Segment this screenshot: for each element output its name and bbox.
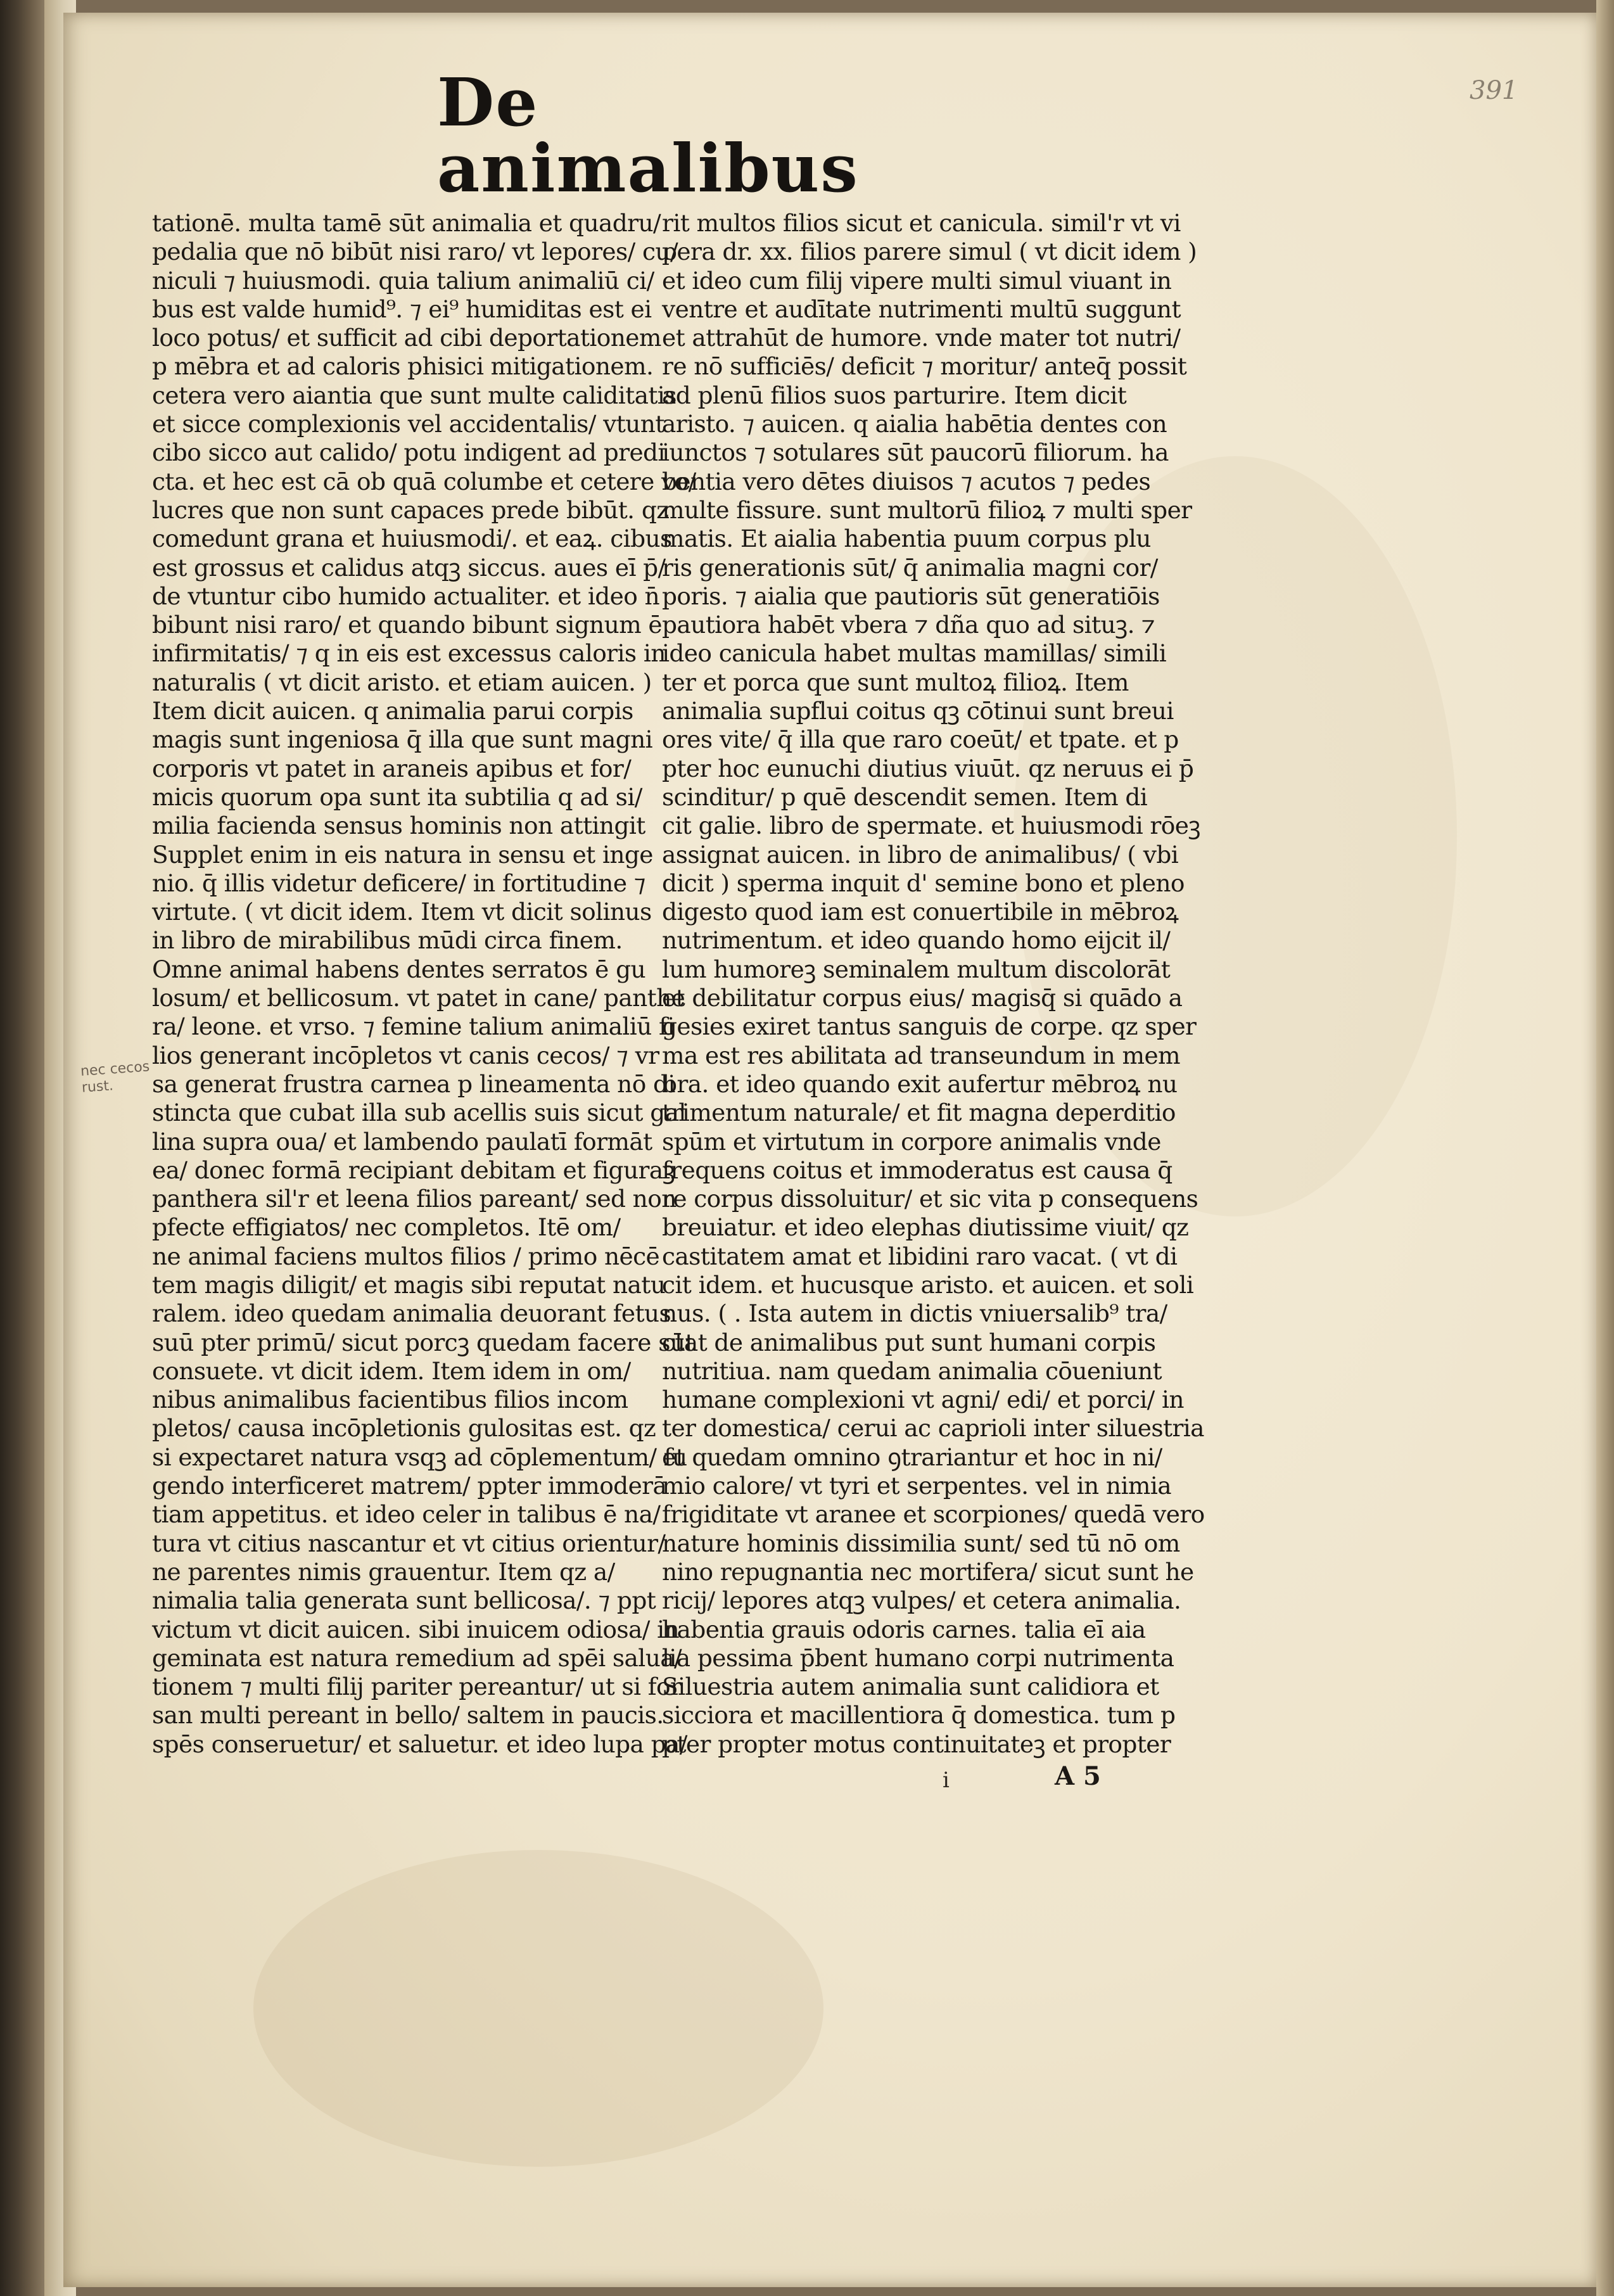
text-line: nature hominis dissimilia sunt/ sed tū nō om — [662, 1529, 1180, 1557]
text-line: nutrimentum. et ideo quando homo eijcit il/ — [662, 926, 1171, 955]
text-line: cibo sicco aut calido/ potu indigent ad predi — [152, 438, 665, 467]
text-line: cit idem. et hucusque aristo. et auicen. et soli — [662, 1270, 1194, 1299]
text-line: nio. q̄ illis videtur deficere/ in fortitudine ⁊ — [152, 869, 645, 897]
text-line: poris. ⁊ aialia que pautioris sūt generatiōis — [662, 582, 1160, 610]
text-line: est grossus et calidus atqꝫ siccus. aues eī p̄/ — [152, 553, 666, 582]
text-line: gendo interficeret matrem/ ppter immoderā — [152, 1472, 667, 1500]
text-line: geminata est natura remedium ad spēi salua/ — [152, 1643, 682, 1672]
text-line: matis. Et aialia habentia puum corpus plu — [662, 525, 1151, 553]
text-line: lina supra oua/ et lambendo paulatī formāt — [152, 1127, 652, 1156]
text-line: tiam appetitus. et ideo celer in talibus ē na/ — [152, 1500, 661, 1529]
running-head: De animalibus — [437, 63, 859, 207]
text-line: tationē. multa tamē sūt animalia et quadru/ — [152, 209, 661, 237]
text-line: in libro de mirabilibus mūdi circa finem. — [152, 926, 623, 955]
text-line: niculi ⁊ huiusmodi. quia talium animaliū ci/ — [152, 266, 654, 295]
marginal-annotation-line: nec cecos — [80, 1059, 151, 1080]
text-line: Omne animal habens dentes serratos ē gu — [152, 955, 646, 983]
text-line: consuete. vt dicit idem. Item idem in om/ — [152, 1356, 631, 1385]
text-line: spūm et virtutum in corpore animalis vnde — [662, 1127, 1161, 1156]
text-line: ricij/ lepores atqꝫ vulpes/ et cetera animalia. — [662, 1586, 1181, 1615]
text-line: ma est res abilitata ad transeundum in mem — [662, 1041, 1181, 1069]
text-line: ad plenū filios suos parturire. Item dicit — [662, 381, 1127, 409]
text-line: p mēbra et ad caloris phisici mitigationem. — [152, 352, 654, 381]
text-line: lum humoreꝫ seminalem multum discolorāt — [662, 955, 1171, 983]
text-line: dicit ) sperma inquit d' semine bono et pleno — [662, 869, 1185, 897]
text-line: lia pessima p̄bent humano corpi nutrimenta — [662, 1643, 1174, 1672]
text-line: losum/ et bellicosum. vt patet in cane/ panthe — [152, 984, 685, 1012]
text-line: et attrahūt de humore. vnde mater tot nutri/ — [662, 324, 1181, 352]
text-line: cit galie. libro de spermate. et huiusmodi rōeꝫ — [662, 812, 1200, 840]
text-line: loco potus/ et sufficit ad cibi deportationem — [152, 324, 661, 352]
text-line: nimalia talia generata sunt bellicosa/. ⁊ ppt — [152, 1586, 656, 1615]
text-line: bentia vero dētes diuisos ⁊ acutos ⁊ pedes — [662, 467, 1151, 495]
text-line: multe fissure. sunt multorū filioꝝ ⁊ multi sper — [662, 495, 1192, 524]
text-line: sa generat frustra carnea p lineamenta nō di — [152, 1069, 675, 1098]
text-line: ideo canicula habet multas mamillas/ simili — [662, 639, 1167, 668]
text-line: spēs conseruetur/ et saluetur. et ideo lupa pa/ — [152, 1730, 687, 1758]
text-line: pedalia que nō bibūt nisi raro/ vt lepores/ cu/ — [152, 238, 678, 266]
text-line: ra/ leone. et vrso. ⁊ femine talium animaliū fi — [152, 1012, 675, 1041]
text-line: nino repugnantia nec mortifera/ sicut sunt he — [662, 1557, 1194, 1586]
text-line: ralem. ideo quedam animalia deuorant fetus — [152, 1299, 671, 1328]
text-line: pfecte effigiatos/ nec completos. Itē om/ — [152, 1213, 621, 1242]
text-line: ne parentes nimis grauentur. Item qz a/ — [152, 1557, 615, 1586]
text-line: trimentum naturale/ et fit magna deperditio — [662, 1099, 1176, 1127]
text-line: Siluestria autem animalia sunt calidiora et — [662, 1673, 1159, 1701]
text-line: breuiatur. et ideo elephas diutissime viuit/ qz — [662, 1213, 1189, 1242]
text-line: lucres que non sunt capaces prede bibūt. qz — [152, 495, 669, 524]
text-line: tionem ⁊ multi filij pariter pereantur/ ut si for — [152, 1673, 682, 1701]
catch-tick: i — [943, 1768, 950, 1793]
book-binding-gutter — [0, 0, 44, 2296]
text-line: re nō sufficiēs/ deficit ⁊ moritur/ anteq̄ possit — [662, 352, 1187, 381]
folio-number: 391 — [1470, 76, 1518, 105]
text-line: gesies exiret tantus sanguis de corpe. qz sper — [662, 1012, 1197, 1041]
text-line: iunctos ⁊ sotulares sūt paucorū filiorum. ha — [662, 438, 1169, 467]
marginal-annotation-line: rust. — [81, 1078, 114, 1096]
text-line: ne animal faciens multos filios / primo nēcē — [152, 1242, 660, 1270]
text-line: frigiditate vt aranee et scorpiones/ quedā vero — [662, 1500, 1205, 1529]
text-line: bra. et ideo quando exit aufertur mēbroꝝ nu — [662, 1069, 1178, 1098]
text-line: ctat de animalibus put sunt humani corpis — [662, 1328, 1156, 1356]
text-line: ventre et audītate nutrimenti multū suggunt — [662, 295, 1181, 323]
text-line: victum vt dicit auicen. sibi inuicem odiosa/ in — [152, 1615, 680, 1643]
text-line: naturalis ( vt dicit aristo. et etiam auicen. ) — [152, 668, 652, 696]
text-line: scinditur/ p quē descendit semen. Item di — [662, 782, 1148, 811]
text-line: magis sunt ingeniosa q̄ illa que sunt magni — [152, 725, 653, 754]
text-line: ter et porca que sunt multoꝝ filioꝝ. Item — [662, 668, 1129, 696]
text-line: et sicce complexionis vel accidentalis/ vtunt — [152, 410, 664, 438]
text-line: ea/ donec formā recipiant debitam et figuraꝫ — [152, 1156, 675, 1184]
text-line: et ideo cum filij vipere multi simul viuant in — [662, 266, 1172, 295]
text-line: aristo. ⁊ auicen. q aialia habētia dentes con — [662, 410, 1167, 438]
text-line: comedunt grana et huiusmodi/. et eaꝝ. cibus — [152, 525, 672, 553]
text-line: micis quorum opa sunt ita subtilia q ad si/ — [152, 782, 642, 811]
text-line: virtute. ( vt dicit idem. Item vt dicit solinus — [152, 898, 652, 926]
text-line: milia facienda sensus hominis non attingit — [152, 812, 645, 840]
text-line: sicciora et macillentiora q̄ domestica. tum p — [662, 1701, 1176, 1730]
paper-stain — [253, 1850, 823, 2167]
text-line: infirmitatis/ ⁊ q in eis est excessus caloris in — [152, 639, 666, 668]
page-right-edge — [1596, 0, 1614, 2296]
text-line: Item dicit auicen. q animalia parui corpis — [152, 697, 633, 725]
marginal-annotation — [80, 1059, 151, 1097]
text-line: assignat auicen. in libro de animalibus/ ( vbi — [662, 840, 1179, 869]
text-line: tura vt citius nascantur et vt citius orientur/ — [152, 1529, 666, 1557]
text-line: cetera vero aiantia que sunt multe caliditatis — [152, 381, 677, 409]
text-line: de vtuntur cibo humido actualiter. et ideo n̄ — [152, 582, 660, 610]
text-line: et quedam omnino ꝯtrariantur et hoc in ni/ — [662, 1443, 1162, 1471]
text-line: pter propter motus continuitateꝫ et propter — [662, 1730, 1171, 1758]
text-line: humane complexioni vt agni/ edi/ et porci/ in — [662, 1386, 1184, 1414]
text-line: mio calore/ vt tyri et serpentes. vel in nimia — [662, 1472, 1171, 1500]
text-line: ter domestica/ cerui ac caprioli inter siluestria — [662, 1414, 1204, 1443]
text-line: tem magis diligit/ et magis sibi reputat natu — [152, 1270, 666, 1299]
text-line: suū pter primū/ sicut porcꝫ quedam facere sūt — [152, 1328, 694, 1356]
text-line: pter hoc eunuchi diutius viuūt. qz neruus ei p̄ — [662, 754, 1194, 782]
text-line: frequens coitus et immoderatus est causa q̄ — [662, 1156, 1172, 1184]
text-line: pletos/ causa incōpletionis gulositas est. qz — [152, 1414, 656, 1443]
text-line: ris generationis sūt/ q̄ animalia magni cor/ — [662, 553, 1158, 582]
text-line: pautiora habēt vbera ⁊ dña quo ad situꝫ. ⁊ — [662, 611, 1155, 639]
text-line: bibunt nisi raro/ et quando bibunt signum ē — [152, 611, 663, 639]
text-line: castitatem amat et libidini raro vacat. ( vt di — [662, 1242, 1178, 1270]
text-line: lios generant incōpletos vt canis cecos/ ⁊ vr — [152, 1041, 659, 1069]
text-line: nus. ( . Ista autem in dictis vniuersalib⁹ tra/ — [662, 1299, 1167, 1328]
text-line: nutritiua. nam quedam animalia cōueniunt — [662, 1356, 1162, 1385]
text-line: animalia supflui coitus qꝫ cōtinui sunt breui — [662, 697, 1174, 725]
text-column-right — [662, 209, 1205, 1759]
text-line: et debilitatur corpus eius/ magisq̄ si quādo a — [662, 984, 1183, 1012]
text-line: digesto quod iam est conuertibile in mēbroꝝ — [662, 898, 1179, 926]
text-line: corporis vt patet in araneis apibus et for/ — [152, 754, 632, 782]
text-line: pera dr. xx. filios parere simul ( vt dicit idem ) — [662, 238, 1197, 266]
text-column-left — [152, 209, 696, 1759]
text-line: re corpus dissoluitur/ et sic vita p consequens — [662, 1185, 1198, 1213]
signature-mark: A 5 — [1055, 1761, 1101, 1791]
text-line: nibus animalibus facientibus filios incom — [152, 1386, 628, 1414]
text-line: bus est valde humid⁹. ⁊ ei⁹ humiditas est ei — [152, 295, 652, 323]
text-line: ores vite/ q̄ illa que raro coeūt/ et tpate. et p — [662, 725, 1179, 754]
text-line: panthera sil'r et leena filios pareant/ sed non — [152, 1185, 677, 1213]
text-line: cta. et hec est cā ob quā columbe et cetere vo/ — [152, 467, 696, 495]
text-line: rit multos filios sicut et canicula. simil'r vt vi — [662, 209, 1181, 237]
text-line: stincta que cubat illa sub acellis suis sicut gal — [152, 1099, 686, 1127]
text-line: habentia grauis odoris carnes. talia eī aia — [662, 1615, 1146, 1643]
text-line: si expectaret natura vsqꝫ ad cōplementum/ fu — [152, 1443, 687, 1471]
text-line: Supplet enim in eis natura in sensu et inge — [152, 840, 653, 869]
text-line: san multi pereant in bello/ saltem in paucis. — [152, 1701, 664, 1730]
